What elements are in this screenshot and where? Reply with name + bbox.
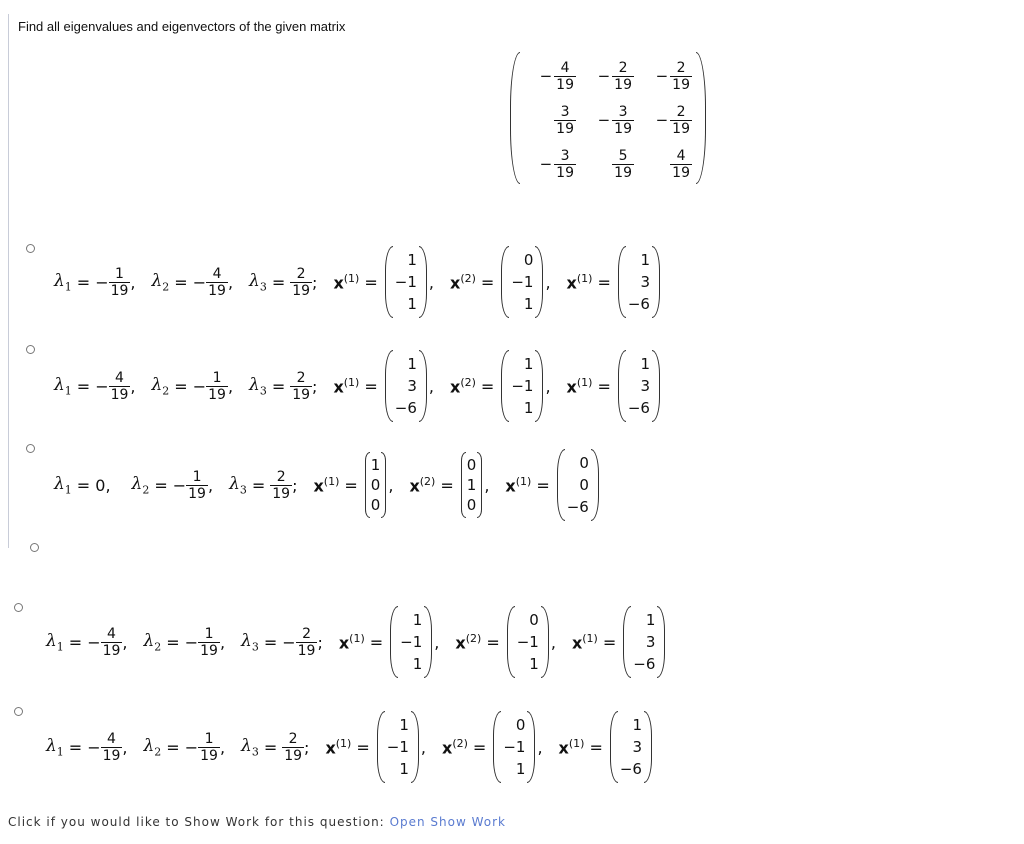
vector-entry: 1 [523,355,534,373]
fraction-numerator: 2 [676,103,686,120]
vector-entry: 1 [523,399,534,417]
fraction-numerator: 2 [296,369,306,386]
vector-entry: 3 [632,738,642,756]
vector-entry: 3 [407,377,417,395]
lambda-symbol: $\lambda_1$ [54,270,72,294]
vector-entry: 1 [523,295,534,313]
fraction-numerator: 1 [212,369,222,386]
fraction-numerator: 1 [115,265,124,282]
answer-option-4: $\lambda_1$ = − $\frac{4}{19}$ , $\lambda_2$ = − $\frac{1}{19}$ , $\lambda_3$ = − $\frac{2}{19}$ ; $x^{(1)}$ = 1 −1 1 , $x^{(2)}$ = 0 −1 1 , $x^{(1)}$ = 1 3 −6 [46,606,667,678]
eigenvector [557,449,599,521]
vector-entry: 1 [370,456,381,474]
vector-entry: 1 [529,655,539,673]
vector-entry: 1 [412,611,423,629]
fraction-denominator: 19 [284,747,303,764]
vector-entry: 1 [645,611,656,629]
vector-entry: 1 [407,355,417,373]
matrix-cell-sign: − [539,155,553,173]
vector-entry: 0 [579,476,589,494]
fraction [206,267,228,298]
answer-option-2: $\lambda_1$ = − $\frac{4}{19}$ , $\lambda_2$ = − $\frac{1}{19}$ , $\lambda_3$ = $\frac{2}{19}$ ; $x^{(1)}$ = 1 3 −6 , $x^{(2)}$ = 1 −1 1 , $x^{(1)}$ = 1 3 −6 [54,350,662,422]
vector-entry: 1 [407,295,417,313]
lambda-symbol: $\lambda_2$ [151,270,170,294]
fraction-denominator: 19 [188,485,206,502]
matrix-cell [522,54,580,98]
fraction-denominator: 19 [208,282,226,299]
lambda-symbol: $\lambda_2$ [151,374,170,398]
lambda-sign: − [95,376,109,396]
fraction-numerator: 2 [296,265,306,282]
lambda-symbol: $\lambda_3$ [229,473,247,497]
eigenvector-label: $x^{(2)}$ [449,375,476,397]
fraction-denominator: 19 [110,386,129,403]
eigenvector [501,350,543,422]
fraction-denominator: 19 [556,76,574,93]
eigenvector-label: $x^{(1)}$ [333,271,360,293]
answer-option-4-radio[interactable] [14,603,23,612]
fraction-numerator: 1 [204,625,214,642]
vector-entry: 0 [466,456,477,474]
lambda-symbol: $\lambda_3$ [249,270,267,294]
fraction-denominator: 19 [102,747,121,764]
fraction-denominator: 19 [200,747,218,764]
fraction-numerator: 3 [560,147,570,164]
eigenvector-label: $x^{(1)}$ [505,474,532,496]
matrix-cell [638,54,696,98]
matrix-left-paren [510,52,520,184]
vector-entry: −1 [400,633,423,651]
lambda-symbol: $\lambda_1$ [46,735,64,759]
lambda-sign: − [95,272,109,292]
lambda-symbol: $\lambda_1$ [54,473,72,497]
eigenvector [623,606,665,678]
lambda-1-value: = 0, [76,475,111,495]
fraction-numerator: 4 [676,147,686,164]
vector-entry: −1 [516,633,539,651]
fraction-numerator: 4 [560,59,570,76]
vector-entry: 1 [407,251,417,269]
vector-entry: 1 [515,760,526,778]
eigenvector-label: $x^{(2)}$ [449,271,476,293]
eigenvector-label: $x^{(1)}$ [313,474,340,496]
fraction [670,149,692,180]
eigenvector [377,711,419,783]
vector-entry: −6 [566,498,589,516]
answer-option-1: $\lambda_1$ = − $\frac{1}{19}$ , $\lambda_2$ = − $\frac{4}{19}$ , $\lambda_3$ = $\frac{2}{19}$ ; $x^{(1)}$ = 1 −1 1 , $x^{(2)}$ = 0 −1 1 , $x^{(1)}$ = 1 3 −6 [54,246,662,318]
fraction [101,732,123,763]
vector-entry: −6 [627,399,650,417]
eigenvector [365,452,387,518]
fraction-denominator: 19 [556,164,574,181]
lambda-sign: − [192,272,207,292]
eigenvector [618,350,660,422]
fraction [290,267,312,298]
eigenvector-label: $x^{(2)}$ [455,631,482,653]
fraction-denominator: 19 [614,164,632,181]
fraction [198,627,220,658]
eigenvector-label: $x^{(1)}$ [333,375,360,397]
fraction [670,105,692,136]
lambda-sign: − [184,632,199,652]
fraction-denominator: 19 [614,76,632,93]
matrix-cell [638,98,696,142]
lambda-symbol: $\lambda_2$ [143,630,162,654]
fraction-denominator: 19 [208,386,226,403]
eigenvector [385,350,427,422]
answer-option-2-radio[interactable] [26,345,35,354]
question-left-rule [8,14,9,548]
vector-entry: 0 [579,454,589,472]
matrix-cell-sign: − [655,111,669,129]
fraction-numerator: 3 [560,103,570,120]
lambda-symbol: $\lambda_2$ [143,735,162,759]
matrix-cell [522,98,580,142]
fraction [109,267,131,298]
fraction-denominator: 19 [672,164,690,181]
vector-entry: 1 [399,716,409,734]
matrix-cell-sign: − [597,67,611,85]
lambda-symbol: $\lambda_1$ [46,630,64,654]
matrix-cell [522,142,580,186]
fraction [554,105,576,136]
fraction-denominator: 19 [110,282,129,299]
fraction-numerator: 3 [618,103,628,120]
lambda-symbol: $\lambda_3$ [249,374,267,398]
fraction-numerator: 4 [115,369,124,386]
eigenvector-label: $x^{(1)}$ [566,375,593,397]
fraction [186,470,208,501]
eigenvector-label: $x^{(1)}$ [571,631,598,653]
eigenvector [385,246,427,318]
lambda-sign: − [172,475,187,495]
vector-entry: 0 [370,496,381,514]
fraction [198,732,220,763]
fraction [612,105,634,136]
fraction-denominator: 19 [102,642,121,659]
show-work-text: Click if you would like to Show Work for this question: [8,815,385,829]
fraction-numerator: 2 [288,730,298,747]
fraction [290,371,312,402]
fraction-numerator: 4 [107,730,116,747]
matrix-right-paren [696,52,706,184]
vector-entry: −6 [619,760,642,778]
vector-entry: −1 [511,377,534,395]
given-matrix [510,52,706,184]
fraction [270,470,292,501]
eigenvector [501,246,543,318]
vector-entry: 1 [412,655,423,673]
matrix-cell [580,98,638,142]
answer-option-5: $\lambda_1$ = − $\frac{4}{19}$ , $\lambda_2$ = − $\frac{1}{19}$ , $\lambda_3$ = $\frac{2}{19}$ ; $x^{(1)}$ = 1 −1 1 , $x^{(2)}$ = 0 −1 1 , $x^{(1)}$ = 1 3 −6 [46,711,654,783]
fraction-numerator: 5 [618,147,628,164]
eigenvector [507,606,549,678]
matrix-cell-sign: − [597,111,611,129]
fraction-numerator: 2 [618,59,628,76]
vector-entry: −1 [386,738,409,756]
answer-option-3: $\lambda_1$ = 0, $\lambda_2$ = − $\frac{1}{19}$ , $\lambda_3$ = $\frac{2}{19}$ ; $x^{(1)}$ = 1 0 0 , $x^{(2)}$ = 0 1 0 , $x^{(1)}$ = 0 0 −6 [54,449,601,521]
vector-entry: 1 [640,355,650,373]
fraction-numerator: 4 [107,625,116,642]
matrix-grid [522,54,696,186]
lambda-sign: − [192,376,207,396]
fraction-numerator: 1 [204,730,214,747]
vector-entry: 3 [640,273,650,291]
fraction-numerator: 2 [276,468,286,485]
lambda-symbol: $\lambda_3$ [241,735,259,759]
fraction-denominator: 19 [292,282,311,299]
eigenvector-label: $x^{(1)}$ [338,631,365,653]
fraction-numerator: 1 [192,468,202,485]
fraction-denominator: 19 [200,642,218,659]
matrix-cell [580,54,638,98]
open-show-work-link[interactable]: Open Show Work [389,815,507,829]
partial-radio-button[interactable] [30,543,39,548]
fraction-denominator: 19 [672,120,690,137]
fraction [612,61,634,92]
vector-entry: −1 [503,738,526,756]
lambda-sign: − [87,632,101,652]
lambda-symbol: $\lambda_1$ [54,374,72,398]
eigenvector-label: $x^{(1)}$ [325,736,352,758]
fraction [612,149,634,180]
fraction-numerator: 2 [302,625,311,642]
fraction-denominator: 19 [272,485,291,502]
fraction [554,61,576,92]
eigenvector-label: $x^{(2)}$ [441,736,468,758]
fraction-denominator: 19 [292,386,311,403]
lambda-sign: − [184,737,199,757]
vector-entry: 1 [399,760,409,778]
matrix-cell-sign: − [655,67,669,85]
fraction-denominator: 19 [614,120,632,137]
fraction [206,371,228,402]
answer-option-1-radio[interactable] [26,244,35,253]
vector-entry: 0 [466,496,477,514]
eigenvector [610,711,652,783]
vector-entry: 1 [640,251,650,269]
vector-entry: 1 [632,716,642,734]
fraction-numerator: 2 [676,59,686,76]
eigenvector [461,452,483,518]
eigenvector-label: $x^{(2)}$ [409,474,436,496]
eigenvector [390,606,432,678]
fraction [670,61,692,92]
vector-entry: −1 [394,273,417,291]
eigenvector-label: $x^{(1)}$ [558,736,585,758]
vector-entry: 0 [523,251,534,269]
vector-entry: −1 [511,273,534,291]
question-prompt: Find all eigenvalues and eigenvectors of the given matrix [18,19,346,34]
fraction-denominator: 19 [672,76,690,93]
fraction [282,732,304,763]
lambda-sign: − [282,632,296,652]
matrix-cell [638,142,696,186]
vector-entry: 3 [640,377,650,395]
eigenvector [493,711,535,783]
eigenvector-label: $x^{(1)}$ [566,271,593,293]
fraction [296,627,318,658]
vector-entry: 0 [515,716,526,734]
matrix-cell [580,142,638,186]
answer-option-3-radio[interactable] [26,444,35,453]
fraction [109,371,131,402]
fraction-denominator: 19 [297,642,316,659]
vector-entry: −6 [627,295,650,313]
fraction-denominator: 19 [556,120,574,137]
fraction [554,149,576,180]
lambda-symbol: $\lambda_3$ [241,630,259,654]
fraction-numerator: 4 [212,265,222,282]
eigenvector [618,246,660,318]
vector-entry: 3 [645,633,656,651]
vector-entry: 0 [529,611,539,629]
lambda-sign: − [87,737,101,757]
vector-entry: 0 [370,476,381,494]
vector-entry: −6 [394,399,417,417]
fraction [101,627,123,658]
matrix-cell-sign: − [539,67,553,85]
answer-option-5-radio[interactable] [14,707,23,716]
vector-entry: −6 [633,655,656,673]
lambda-symbol: $\lambda_2$ [131,473,150,497]
show-work-footer [8,815,507,829]
vector-entry: 1 [466,476,477,494]
